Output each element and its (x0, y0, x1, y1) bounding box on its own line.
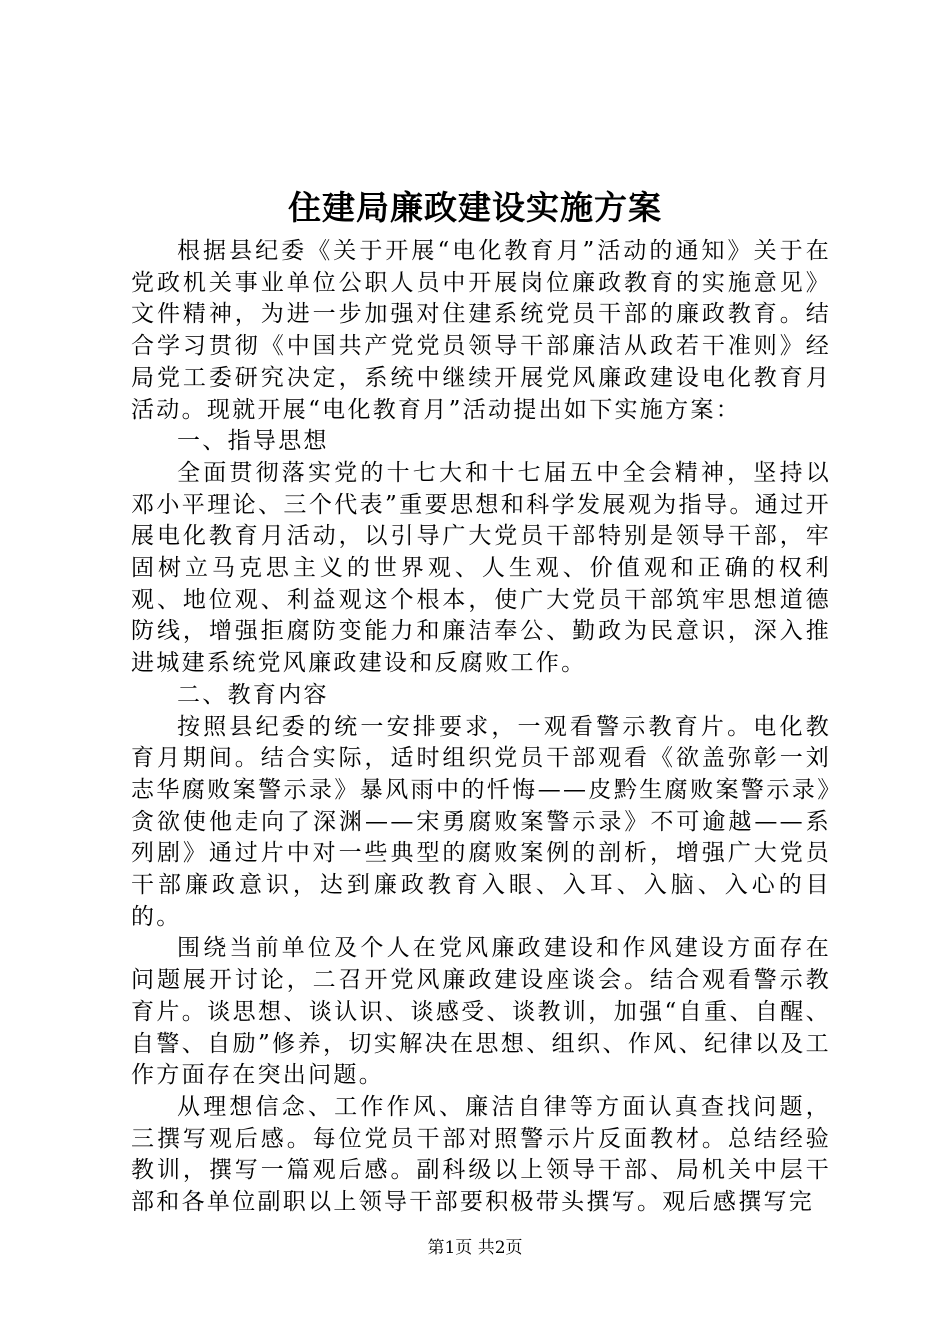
document-body (131, 236, 831, 1219)
page-footer: 第1页 共2页 (427, 1238, 523, 1258)
document-title: 住建局廉政建设实施方案 (288, 188, 662, 227)
intro-paragraph: 根据县纪委《关于开展“电化教育月”活动的通知》关于在党政机关事业单位公职人员中开展岗位廉政教育的实施意见》文件精神，为进一步加强对住建系统党员干部的廉政教育。结合学习贯彻《中国共产党党员领导干部廉洁从政若干准则》经局党工委研究决定，系统中继续开展党风廉政建设电化教育月活动。现就开展“电化教育月”活动提出如下实施方案： (131, 238, 831, 423)
section-heading-guiding-thought: 一、指导思想 (177, 428, 329, 455)
education-content-paragraph-2: 围绕当前单位及个人在党风廉政建设和作风建设方面存在问题展开讨论，二召开党风廉政建设座谈会。结合观看警示教育片。谈思想、谈认识、谈感受、谈教训，加强“自重、自醒、自警、自励”修养，切实解决在思想、组织、作风、纪律以及工作方面存在突出问题。 (131, 935, 831, 1089)
education-content-paragraph-1: 按照县纪委的统一安排要求，一观看警示教育片。电化教育月期间。结合实际，适时组织党员干部观看《欲盖弥彰一刘志华腐败案警示录》暴风雨中的忏悔——皮黔生腐败案警示录》贪欲使他走向了深渊——宋勇腐败案警示录》不可逾越——系列剧》通过片中对一些典型的腐败案例的剖析，增强广大党员干部廉政意识，达到廉政教育入眼、入耳、入脑、入心的目的。 (131, 713, 831, 930)
section-heading-education-content: 二、教育内容 (177, 681, 329, 708)
guiding-thought-paragraph: 全面贯彻落实党的十七大和十七届五中全会精神，坚持以邓小平理论、三个代表”重要思想和科学发展观为指导。通过开展电化教育月活动，以引导广大党员干部特别是领导干部，牢固树立马克思主义的世界观、人生观、价值观和正确的权利观、地位观、利益观这个根本，使广大党员干部筑牢思想道德防线，增强拒腐防变能力和廉洁奉公、勤政为民意识，深入推进城建系统党风廉政建设和反腐败工作。 (131, 459, 831, 677)
education-content-paragraph-3: 从理想信念、工作作风、廉洁自律等方面认真查找问题，三撰写观后感。每位党员干部对照警示片反面教材。总结经验教训，撰写一篇观后感。副科级以上领导干部、局机关中层干部和各单位副职以上领导干部要积极带头撰写。观后感撰写完 (131, 1093, 831, 1216)
